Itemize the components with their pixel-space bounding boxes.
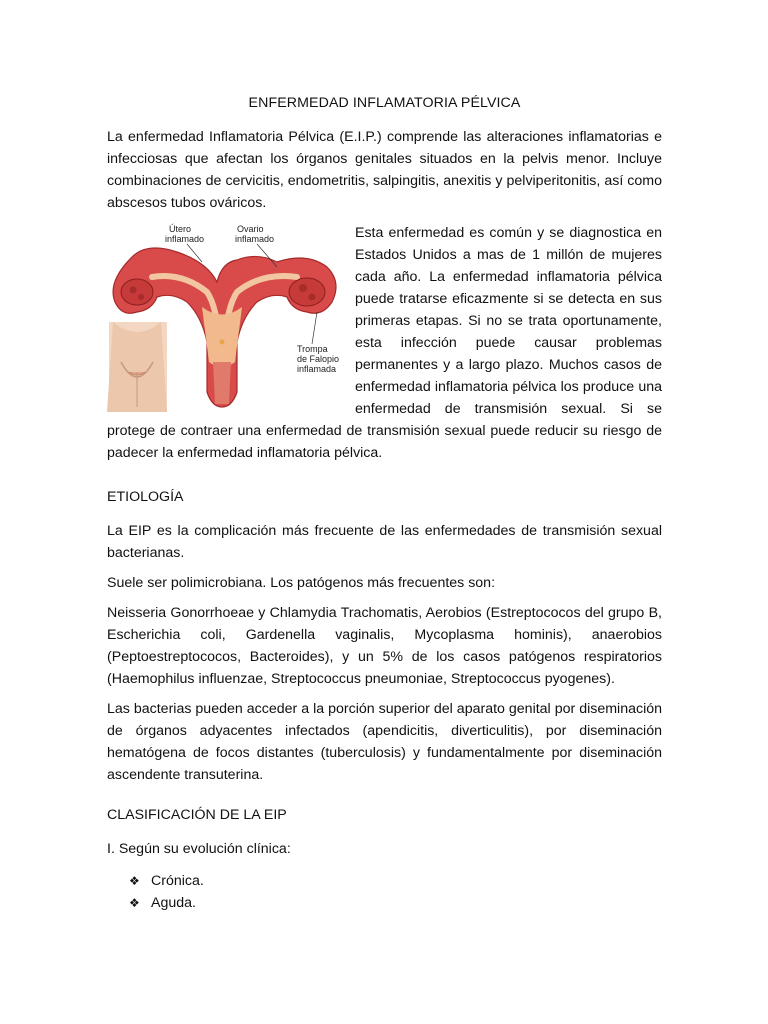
- label-ovario: Ovario: [237, 224, 264, 234]
- list-item-text: Crónica.: [151, 873, 204, 889]
- clasificacion-subheading: I. Según su evolución clínica:: [107, 841, 291, 857]
- torso-silhouette: [107, 322, 167, 412]
- label-trompa-2: de Falopio: [297, 354, 340, 364]
- document-title: ENFERMEDAD INFLAMATORIA PÉLVICA: [248, 95, 521, 111]
- etiologia-heading: ETIOLOGÍA: [107, 489, 184, 505]
- pelvic-anatomy-illustration: [107, 222, 347, 412]
- etiologia-paragraph-4: Las bacterias pueden acceder a la porción superior del aparato genital por diseminación de órganos adyacentes infectados (apendicitis, diverticulitis), por diseminación hematógena de focos distantes (tuberculosis) y fundamentalmente por diseminación ascendente transuterina.: [107, 701, 662, 783]
- etiologia-paragraph-3: Neisseria Gonorrhoeae y Chlamydia Trachomatis, Aerobios (Estreptococos del grupo B, Escherichia coli, Gardenella vaginalis, Mycoplasma hominis), anaerobios (Peptoestreptococos, Bacteroides), y un 5% de los casos patógenos respiratorios (Haemophilus influenzae, Streptococcus pneumoniae, Streptococcus pyogenes).: [107, 605, 662, 687]
- diamond-bullet-icon: ❖: [129, 896, 140, 910]
- list-item: [129, 892, 662, 914]
- etiologia-paragraph-1: La EIP es la complicación más frecuente de las enfermedades de transmisión sexual bacterianas.: [107, 523, 662, 561]
- etiologia-paragraph-2: Suele ser polimicrobiana. Los patógenos más frecuentes son:: [107, 575, 496, 591]
- label-trompa-3: inflamada: [297, 364, 337, 374]
- diamond-bullet-icon: ❖: [129, 874, 140, 888]
- common-disease-paragraph: Esta enfermedad es común y se diagnostica en Estados Unidos a mas de 1 millón de mujeres cada año. La enfermedad inflamatoria pélvica puede tratarse eficazmente si se detecta en sus primeras etapas. Si no se trata oportunamente, esta infección puede causar problemas permanentes y a largo plazo. Muchos casos de enfermedad inflamatoria pélvica los produce una enfermedad de transmisión sexual. Si se protege de contraer una enfermedad de transmisión sexual puede reducir su riesgo de padecer la enfermedad inflamatoria pélvica.: [107, 225, 662, 461]
- list-item-text: Aguda.: [151, 895, 196, 911]
- clasificacion-list: [107, 870, 662, 914]
- label-trompa: Trompa: [297, 344, 328, 354]
- intro-paragraph: La enfermedad Inflamatoria Pélvica (E.I.P.) comprende las alteraciones inflamatorias e infecciosas que afectan los órganos genitales situados en la pelvis menor. Incluye combinaciones de cervicitis, endometritis, salpingitis, anexitis y pelviperitonitis, así como abscesos tubos ováricos.: [107, 129, 662, 211]
- list-item: [129, 870, 662, 892]
- document-page: [107, 92, 662, 914]
- label-utero-2: inflamado: [165, 234, 205, 244]
- label-utero: Útero: [169, 224, 192, 234]
- label-ovario-2: inflamado: [235, 234, 275, 244]
- clasificacion-heading: CLASIFICACIÓN DE LA EIP: [107, 807, 287, 823]
